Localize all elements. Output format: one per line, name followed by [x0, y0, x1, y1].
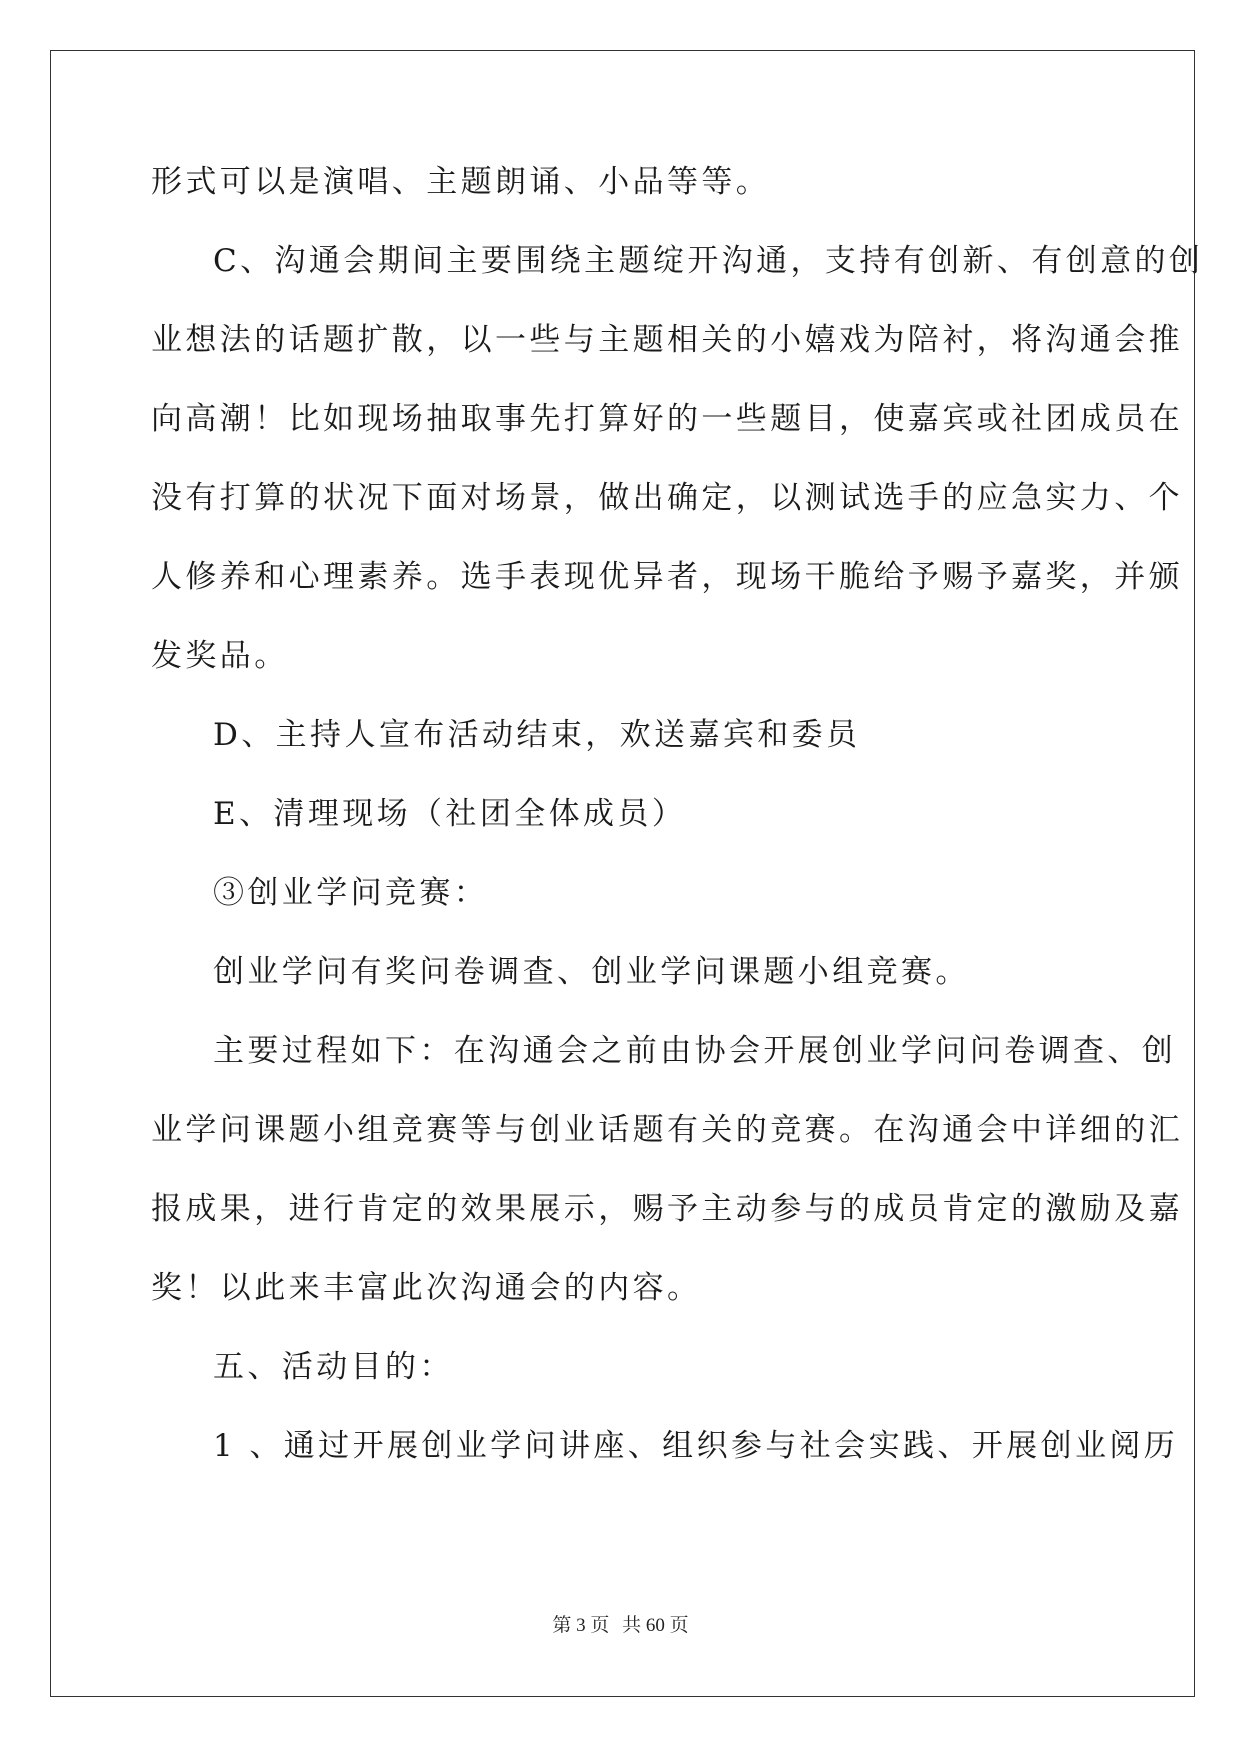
text-line: 1 、通过开展创业学问讲座、组织参与社会实践、开展创业阅历 — [213, 1428, 1179, 1464]
page-number: 第 3 页 — [552, 1615, 610, 1636]
text-line: 发奖品。 — [151, 638, 289, 674]
text-line: 主要过程如下：在沟通会之前由协会开展创业学问问卷调查、创 — [213, 1033, 1177, 1069]
text-line: 五、活动目的： — [213, 1349, 454, 1385]
text-line: 业学问课题小组竞赛等与创业话题有关的竞赛。在沟通会中详细的汇 — [151, 1112, 1183, 1148]
text-line: 向高潮！比如现场抽取事先打算好的一些题目，使嘉宾或社团成员在 — [151, 401, 1183, 437]
text-line: C、沟通会期间主要围绕主题绽开沟通，支持有创新、有创意的创 — [213, 243, 1204, 279]
text-line: 人修养和心理素养。选手表现优异者，现场干脆给予赐予嘉奖，并颁 — [151, 559, 1183, 595]
text-line: E、清理现场（社团全体成员） — [213, 796, 687, 832]
page-footer — [0, 1610, 1241, 1637]
text-line: ③创业学问竞赛： — [213, 875, 489, 911]
page-total: 共 60 页 — [622, 1615, 689, 1636]
text-line: 奖！以此来丰富此次沟通会的内容。 — [151, 1270, 702, 1306]
text-line: D、主持人宣布活动结束，欢送嘉宾和委员 — [213, 717, 861, 753]
text-line: 创业学问有奖问卷调查、创业学问课题小组竞赛。 — [213, 954, 970, 990]
text-line: 报成果，进行肯定的效果展示，赐予主动参与的成员肯定的激励及嘉 — [151, 1191, 1183, 1227]
text-line: 形式可以是演唱、主题朗诵、小品等等。 — [151, 164, 771, 200]
text-line: 业想法的话题扩散，以一些与主题相关的小嬉戏为陪衬，将沟通会推 — [151, 322, 1183, 358]
text-line: 没有打算的状况下面对场景，做出确定，以测试选手的应急实力、个 — [151, 480, 1183, 516]
